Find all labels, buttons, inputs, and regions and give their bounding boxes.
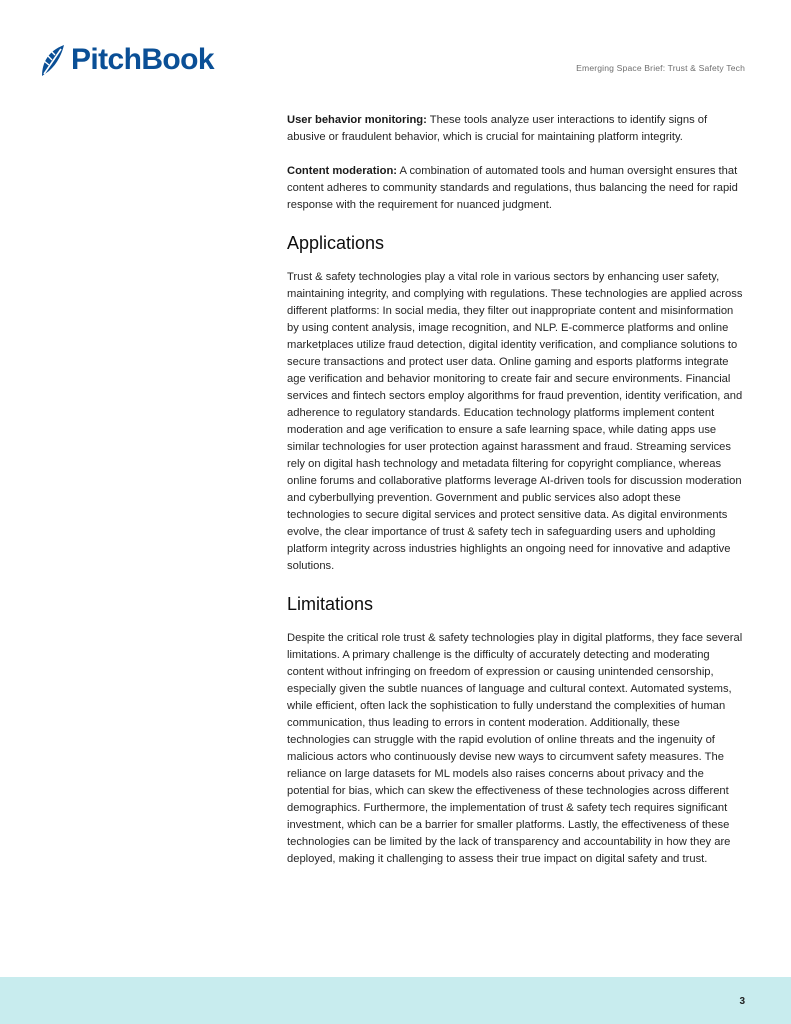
applications-heading: Applications [287,233,385,253]
pitchbook-leaf-icon [40,43,67,77]
limitations-heading: Limitations [287,594,374,614]
main-content [287,112,745,885]
page-number: 3 [739,996,745,1007]
user-behavior-paragraph [287,112,745,146]
applications-body: Trust & safety technologies play a vital role in various sectors by enhancing user safety, maintaining integrity, and complying with regulations. These technologies are applied across different platforms: In social media, they filter out inappropriate content and misinformation by using content analysis, image recognition, and NLP. E-commerce platforms and online marketplaces utilize fraud detection, digital identity verification, and compliance solutions to secure transactions and protect user data. Online gaming and esports platforms integrate age verification and behavior monitoring to create fair and secure environments. Financial services and fintech sectors employ algorithms for fraud prevention, identity verification, and adherence to regulatory standards. Education technology platforms implement content moderation and age verification to ensure a safe learning space, while dating apps use similar technologies for user protection against harassment and fraud. Streaming services rely on digital hash technology and metadata filtering for copyright compliance, whereas online forums and collaborative platforms leverage AI-driven tools for discussion moderation and cyberbullying prevention. Government and public services also adopt these technologies to secure digital services and protect sensitive data. As digital environments evolve, the clear importance of trust & safety tech in safeguarding users and upholding platform integrity across industries highlights an ongoing need for innovative and adaptive solutions. [287,271,743,572]
content-moderation-lead: Content moderation: [287,165,398,177]
content-moderation-text: A combination of automated tools and human oversight ensures that content adheres to community standards and regulations, thus balancing the need for rapid response with the requirement for nuanced judgment. [287,165,738,211]
user-behavior-lead: User behavior monitoring: [287,114,427,126]
report-tag: Emerging Space Brief: Trust & Safety Tech [576,63,745,73]
content-moderation-paragraph [287,163,745,214]
user-behavior-text: These tools analyze user interactions to identify signs of abusive or fraudulent behavior, which is crucial for maintaining platform integrity. [287,114,708,143]
limitations-body: Despite the critical role trust & safety technologies play in digital platforms, they face several limitations. A primary challenge is the difficulty of accurately detecting and moderating content without infringing on freedom of expression or causing unintended censorship, especially given the subtle nuances of language and cultural context. Automated systems, while efficient, often lack the sophistication to fully understand the complexities of human communication, thus leading to errors in content moderation. Additionally, these technologies can struggle with the rapid evolution of online threats and the ingenuity of malicious actors who continuously devise new ways to circumvent safety measures. The reliance on large datasets for ML models also raises concerns about privacy and the potential for bias, which can skew the effectiveness of these technologies across different demographics. Furthermore, the implementation of trust & safety tech requires significant investment, which can be a barrier for smaller platforms. Lastly, the effectiveness of these technologies can be limited by the lack of transparency and accountability in how they are deployed, making it challenging to assess their true impact on digital safety and trust. [287,632,743,865]
pitchbook-logo [40,40,214,80]
logo-wordmark: PitchBook [71,43,214,76]
footer-band [0,977,791,1024]
